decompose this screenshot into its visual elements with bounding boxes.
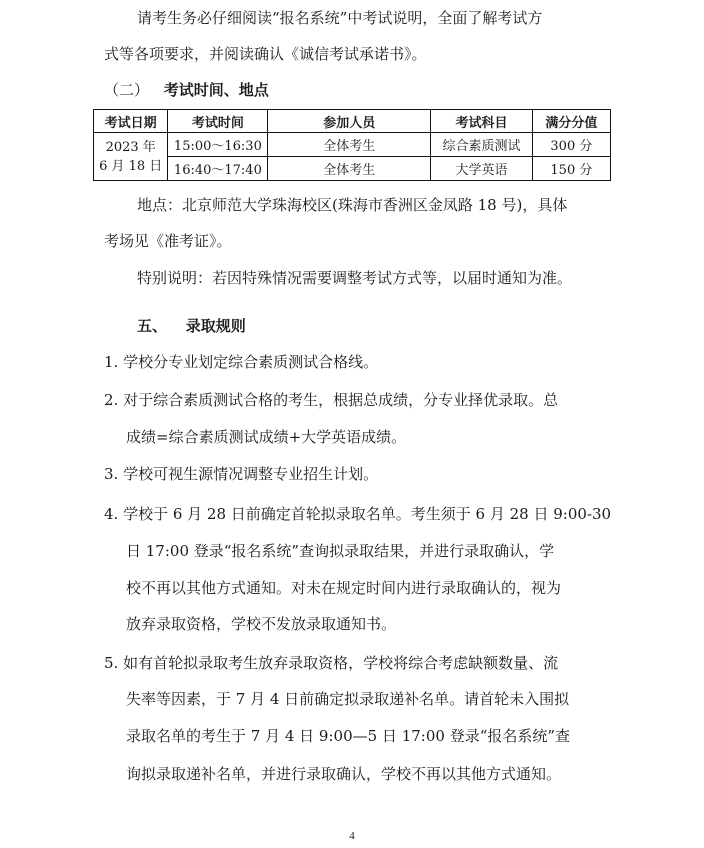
location-line-2: 考场见《准考证》。 bbox=[104, 232, 232, 250]
rule-5-line-1: 5. 如有首轮拟录取考生放弃录取资格，学校将综合考虑缺额数量、流 bbox=[104, 654, 559, 672]
rule-5-line-2: 失率等因素，于 7 月 4 日前确定拟录取递补名单。请首轮未入围拟 bbox=[126, 690, 570, 708]
table-row bbox=[94, 157, 611, 181]
table-header: 考试日期 bbox=[94, 110, 168, 133]
section-number: 五、 bbox=[137, 317, 168, 335]
section-title: 考试时间、地点 bbox=[163, 81, 269, 99]
exam-time-cell: 16:40～17:40 bbox=[168, 157, 268, 181]
section-number: （二） bbox=[104, 81, 150, 99]
rule-2-line-1: 2. 对于综合素质测试合格的考生，根据总成绩，分专业择优录取。总 bbox=[104, 391, 559, 409]
subject-cell: 大学英语 bbox=[431, 157, 533, 181]
subject-cell: 综合素质测试 bbox=[431, 133, 533, 157]
table-row bbox=[94, 133, 611, 157]
rule-3: 3. 学校可视生源情况调整专业招生计划。 bbox=[104, 465, 379, 483]
table-header-row bbox=[94, 110, 611, 133]
rule-4-line-2: 日 17:00 登录“报名系统”查询拟录取结果，并进行录取确认，学 bbox=[126, 542, 555, 560]
rule-5-line-3: 录取名单的考生于 7 月 4 日 9:00—5 日 17:00 登录“报名系统”查 bbox=[126, 727, 571, 745]
score-cell: 150 分 bbox=[532, 157, 610, 181]
table-header: 考试科目 bbox=[431, 110, 533, 133]
location-line-1: 地点：北京师范大学珠海校区(珠海市香洲区金凤路 18 号)，具体 bbox=[137, 196, 568, 214]
page-number: 4 bbox=[349, 830, 355, 842]
participants-cell: 全体考生 bbox=[268, 133, 431, 157]
rule-4-line-4: 放弃录取资格，学校不发放录取通知书。 bbox=[126, 615, 397, 633]
table-header: 考试时间 bbox=[168, 110, 268, 133]
rule-4-line-1: 4. 学校于 6 月 28 日前确定首轮拟录取名单。考生须于 6 月 28 日 9:00-30 bbox=[104, 505, 612, 523]
rule-2-line-2: 成绩=综合素质测试成绩+大学英语成绩。 bbox=[126, 428, 407, 446]
intro-line-1: 请考生务必仔细阅读“报名系统”中考试说明，全面了解考试方 bbox=[137, 9, 543, 27]
rule-5-line-4: 询拟录取递补名单，并进行录取确认，学校不再以其他方式通知。 bbox=[126, 765, 562, 783]
exam-date-cell bbox=[94, 133, 168, 181]
section-heading-admission bbox=[137, 316, 246, 336]
table-header: 参加人员 bbox=[268, 110, 431, 133]
section-title: 录取规则 bbox=[185, 317, 246, 335]
exam-time-cell: 15:00～16:30 bbox=[168, 133, 268, 157]
exam-schedule-table bbox=[93, 109, 611, 181]
intro-line-2: 式等各项要求，并阅读确认《诚信考试承诺书》。 bbox=[104, 45, 427, 63]
table-header: 满分分值 bbox=[532, 110, 610, 133]
exam-date-day: 6 月 18 日 bbox=[99, 158, 163, 174]
rule-4-line-3: 校不再以其他方式通知。对未在规定时间内进行录取确认的，视为 bbox=[126, 579, 562, 597]
participants-cell: 全体考生 bbox=[268, 157, 431, 181]
score-cell: 300 分 bbox=[532, 133, 610, 157]
rule-1: 1. 学校分专业划定综合素质测试合格线。 bbox=[104, 353, 379, 371]
special-note: 特别说明：若因特殊情况需要调整考试方式等，以届时通知为准。 bbox=[137, 269, 573, 287]
exam-date-year: 2023 年 bbox=[105, 139, 156, 155]
section-heading-time-place bbox=[104, 80, 269, 100]
